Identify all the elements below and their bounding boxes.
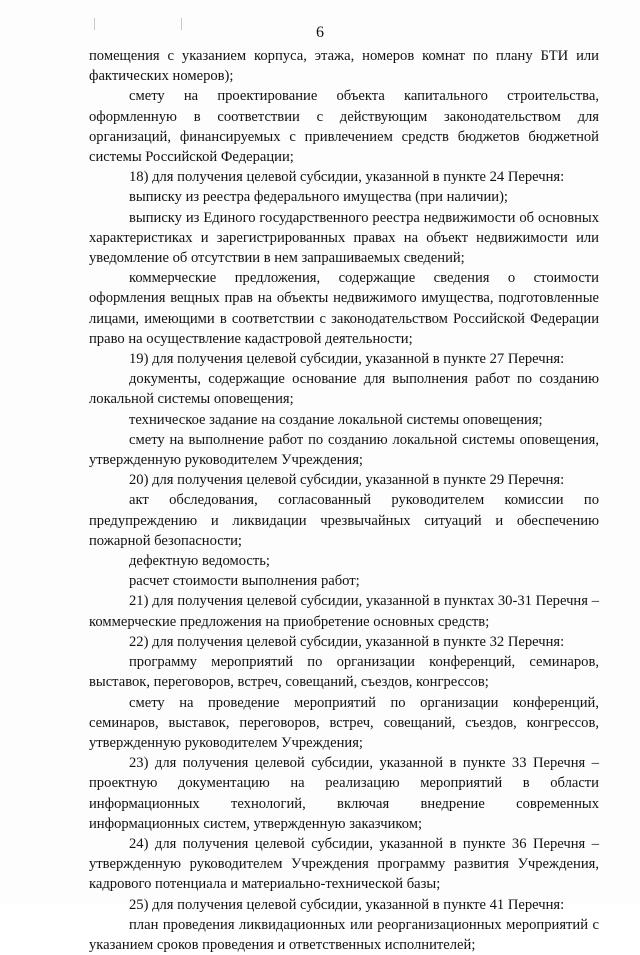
paragraph: 18) для получения целевой субсидии, указанной в пункте 24 Перечня: (129, 169, 565, 186)
paragraph: 20) для получения целевой субсидии, указанной в пункте 29 Перечня: (129, 472, 565, 489)
paragraph: 24) для получения целевой субсидии, указанной в пункте 36 Перечня – утвержденную руководителем Учреждения программу развития Учреждения, кадрового потенциала и материально-технической базы; (89, 835, 599, 893)
page-number: 6 (316, 24, 324, 41)
paragraph: коммерческие предложения, содержащие сведения о стоимости оформления вещных прав на объекты недвижимого имущества, подготовленные лицами, имеющими в соответствии с законодательством Российской Федерации право на осуществление кадастровой деятельности; (89, 270, 599, 347)
paragraph: план проведения ликвидационных или реорганизационных мероприятий с указанием сроков проведения и ответственных исполнителей; (89, 916, 599, 953)
paragraph: смету на проектирование объекта капитального строительства, оформленную в соответствии с действующим законодательством для организаций, финансируемых с привлечением средств бюджетов бюджетной системы Российской Федерации; (89, 88, 599, 166)
paragraph: акт обследования, согласованный руководителем комиссии по предупреждению и ликвидации чрезвычайных ситуаций и обеспечению пожарной безопасности; (89, 492, 599, 549)
paragraph: программу мероприятий по организации конференций, семинаров, выставок, переговоров, встреч, совещаний, съездов, конгрессов; (89, 654, 599, 691)
paragraph: 19) для получения целевой субсидии, указанной в пункте 27 Перечня: (129, 351, 565, 368)
paragraph: 22) для получения целевой субсидии, указанной в пункте 32 Перечня: (129, 633, 565, 650)
paragraph: выписку из реестра федерального имущества (при наличии); (129, 189, 508, 206)
paragraph: дефектную ведомость; (129, 553, 270, 570)
paragraph: выписку из Единого государственного реестра недвижимости об основных характеристиках и зарегистрированных правах на объект недвижимости или уведомление об отсутствии в нем запрашиваемых сведений; (89, 209, 599, 267)
paragraph: смету на выполнение работ по созданию локальной системы оповещения, утвержденную руководителем Учреждения; (89, 431, 599, 469)
paragraph: смету на проведение мероприятий по организации конференций, семинаров, выставок, переговоров, встреч, совещаний, съездов, конгрессов, утвержденную руководителем Учреждения; (89, 694, 599, 751)
paragraph: 25) для получения целевой субсидии, указанной в пункте 41 Перечня: (129, 896, 565, 913)
paragraph: техническое задание на создание локальной системы оповещения; (129, 411, 543, 428)
paragraph: 23) для получения целевой субсидии, указанной в пункте 33 Перечня – проектную документацию на реализацию мероприятий в области информационных технологий, включая внедрение современных информационных систем, утвержденную заказчиком; (89, 755, 599, 832)
paragraph: расчет стоимости выполнения работ; (129, 573, 360, 590)
paragraph: 21) для получения целевой субсидии, указанной в пунктах 30-31 Перечня – коммерческие предложения на приобретение основных средств; (89, 593, 599, 630)
document-body (89, 46, 599, 955)
paragraph: помещения с указанием корпуса, этажа, номеров комнат по плану БТИ или фактических номеров); (89, 48, 599, 85)
paragraph: документы, содержащие основание для выполнения работ по созданию локальной системы оповещения; (89, 371, 599, 408)
